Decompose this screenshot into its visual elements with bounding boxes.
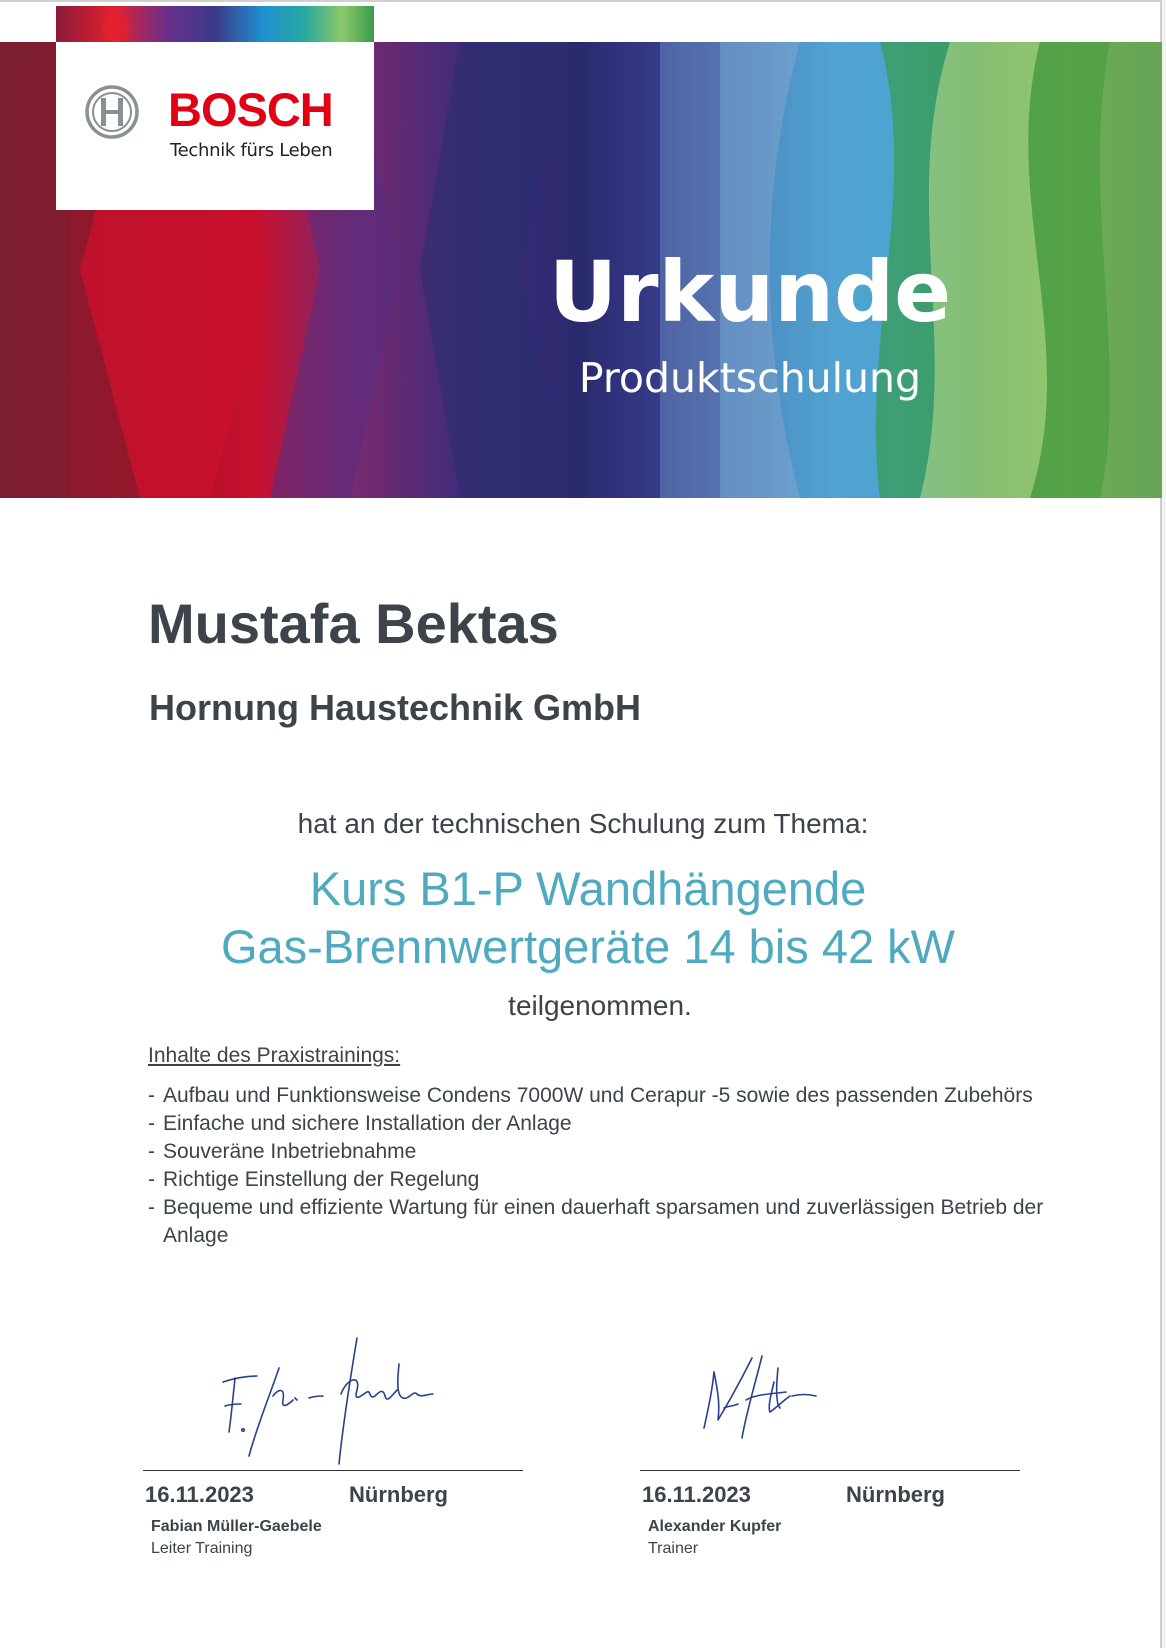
contents-heading: Inhalte des Praxistrainings: (148, 1044, 401, 1067)
recipient-company: Hornung Haustechnik GmbH (149, 687, 642, 728)
signature-kupfer (700, 1348, 840, 1468)
recipient-name: Mustafa Bektas (148, 592, 559, 655)
list-item: - Bequeme und effiziente Wartung für einen dauerhaft sparsamen und zuverlässigen Betrieb der Anlage (148, 1194, 1048, 1250)
signer-role: Trainer (648, 1540, 699, 1557)
signer-role: Leiter Training (151, 1540, 253, 1557)
intro-text: hat an der technischen Schulung zum Thema: (297, 808, 869, 839)
signature-place: Nürnberg (846, 1482, 945, 1507)
signature-line (640, 1470, 1020, 1471)
signature-date: 16.11.2023 (642, 1482, 751, 1507)
signer-name: Fabian Müller-Gaebele (151, 1518, 322, 1535)
signer-name: Alexander Kupfer (648, 1518, 782, 1535)
signature-block-2 (640, 1338, 1020, 1568)
course-title-line-1: Kurs B1-P Wandhängende (309, 862, 867, 915)
bosch-armature-icon (84, 84, 140, 140)
brand-name: BOSCH (168, 83, 333, 136)
brand-slogan: Technik fürs Leben (170, 140, 333, 161)
list-item: - Aufbau und Funktionsweise Condens 7000W und Cerapur -5 sowie des passenden Zubehörs (148, 1082, 1048, 1110)
outro-text: teilgenommen. (508, 990, 692, 1021)
certificate-subtitle: Produktschulung (578, 354, 922, 402)
signature-place: Nürnberg (349, 1482, 448, 1507)
certificate-title: Urkunde (548, 243, 952, 341)
course-title-line-2: Gas-Brennwertgeräte 14 bis 42 kW (220, 920, 956, 973)
course-title (0, 860, 1166, 976)
signature-mueller-gaebele (213, 1334, 453, 1474)
color-strip-graphic (56, 6, 374, 46)
list-item: - Souveräne Inbetriebnahme (148, 1138, 1048, 1166)
list-item: - Einfache und sichere Installation der Anlage (148, 1110, 1048, 1138)
signature-line (143, 1470, 523, 1471)
bosch-logo (56, 42, 374, 210)
list-item: - Richtige Einstellung der Regelung (148, 1166, 1048, 1194)
logo-color-strip (56, 6, 374, 46)
contents-list (148, 1082, 1048, 1250)
signature-date: 16.11.2023 (145, 1482, 254, 1507)
signature-block-1 (143, 1338, 523, 1568)
